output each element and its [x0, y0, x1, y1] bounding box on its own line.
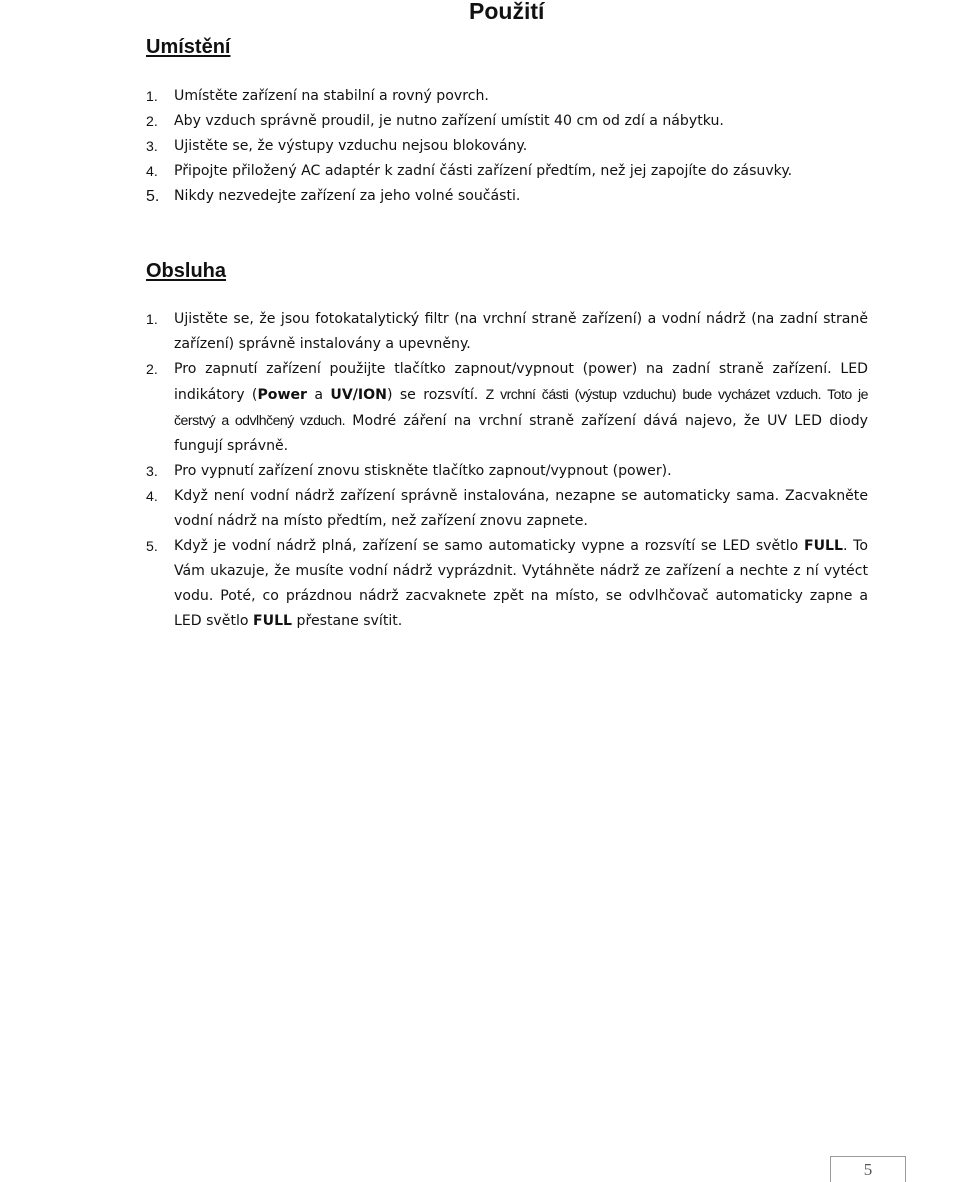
- list-item-text: Když není vodní nádrž zařízení správně instalována, nezapne se automaticky sama. Zacvakněte vodní nádrž na místo předtím, než zařízení znovu zapnete.: [174, 488, 868, 529]
- text-segment: Modré záření na vrchní straně zařízení dává najevo, že UV LED diody fungují správně.: [174, 413, 868, 454]
- placement-item-4: [146, 159, 868, 184]
- list-item-text: Ujistěte se, že výstupy vzduchu nejsou blokovány.: [174, 138, 528, 154]
- power-led-label: Power: [257, 387, 307, 403]
- text-segment: . To Vám ukazuje, že musíte vodní nádrž vyprázdnit. Vytáhněte nádrž ze zařízení a nechte z ní vytéct vodu. Poté, co prázdnou nádrž zacvaknete zpět na místo, se odvlhčovač automaticky zapne a LED světlo: [174, 538, 869, 629]
- list-item-text: [174, 538, 868, 629]
- operation-item-3: [146, 459, 868, 484]
- list-item-text: Připojte přiložený AC adaptér k zadní části zařízení předtím, než jej zapojíte do zásuvky.: [174, 163, 793, 179]
- operation-item-5: [146, 534, 868, 634]
- page-title: Použití: [469, 0, 545, 24]
- list-number: 4.: [146, 163, 158, 179]
- text-segment: Pro zapnutí zařízení použijte tlačítko zapnout/vypnout (power) na zadní straně zařízení. LED indikátory (: [174, 361, 868, 403]
- operation-list: [146, 307, 868, 634]
- operation-item-4: [146, 484, 868, 534]
- placement-list: [146, 84, 868, 209]
- placement-item-3: [146, 134, 868, 159]
- page-number-box: [830, 1156, 906, 1182]
- list-item-text: Nikdy nezvedejte zařízení za jeho volné součásti.: [174, 188, 521, 204]
- list-item-text: Pro vypnutí zařízení znovu stiskněte tlačítko zapnout/vypnout (power).: [174, 463, 672, 479]
- placement-item-2: [146, 109, 868, 134]
- list-number: 4.: [146, 488, 158, 504]
- page-number: 5: [863, 1160, 873, 1179]
- list-number: 2.: [146, 361, 158, 377]
- text-segment: ) se rozsvítí.: [386, 387, 486, 403]
- text-segment: Když je vodní nádrž plná, zařízení se samo automaticky vypne a rozsvítí se LED světlo: [174, 538, 804, 554]
- full-led-label: FULL: [803, 538, 843, 554]
- placement-heading: Umístění: [146, 36, 231, 58]
- list-number: 5.: [146, 538, 158, 554]
- uv-ion-led-label: UV/ION: [330, 387, 387, 403]
- list-number: 3.: [146, 463, 158, 479]
- full-led-label: FULL: [253, 613, 293, 629]
- list-item-text: [174, 361, 868, 454]
- operation-heading: Obsluha: [146, 260, 227, 282]
- list-number: 1.: [146, 88, 158, 104]
- list-item-text: Ujistěte se, že jsou fotokatalytický filtr (na vrchní straně zařízení) a vodní nádrž (na zadní straně zařízení) správně instalovány a upevněny.: [174, 311, 868, 352]
- list-number: 1.: [146, 311, 158, 327]
- list-number: 2.: [146, 113, 158, 129]
- list-item-text: Aby vzduch správně proudil, je nutno zařízení umístit 40 cm od zdí a nábytku.: [174, 113, 724, 129]
- operation-item-2: [146, 357, 868, 459]
- placement-item-5: [146, 184, 868, 209]
- placement-item-1: [146, 84, 868, 109]
- operation-item-1: [146, 307, 868, 357]
- text-segment: přestane svítit.: [292, 613, 403, 629]
- text-segment: a: [306, 387, 331, 403]
- list-number: 3.: [146, 138, 158, 154]
- list-item-text: Umístěte zařízení na stabilní a rovný povrch.: [174, 88, 489, 104]
- text-segment: Z vrchní části (výstup vzduchu) bude vycházet vzduch. Toto je čerstvý a odvlhčený vzduch.: [174, 386, 869, 428]
- list-number: 5.: [146, 188, 160, 205]
